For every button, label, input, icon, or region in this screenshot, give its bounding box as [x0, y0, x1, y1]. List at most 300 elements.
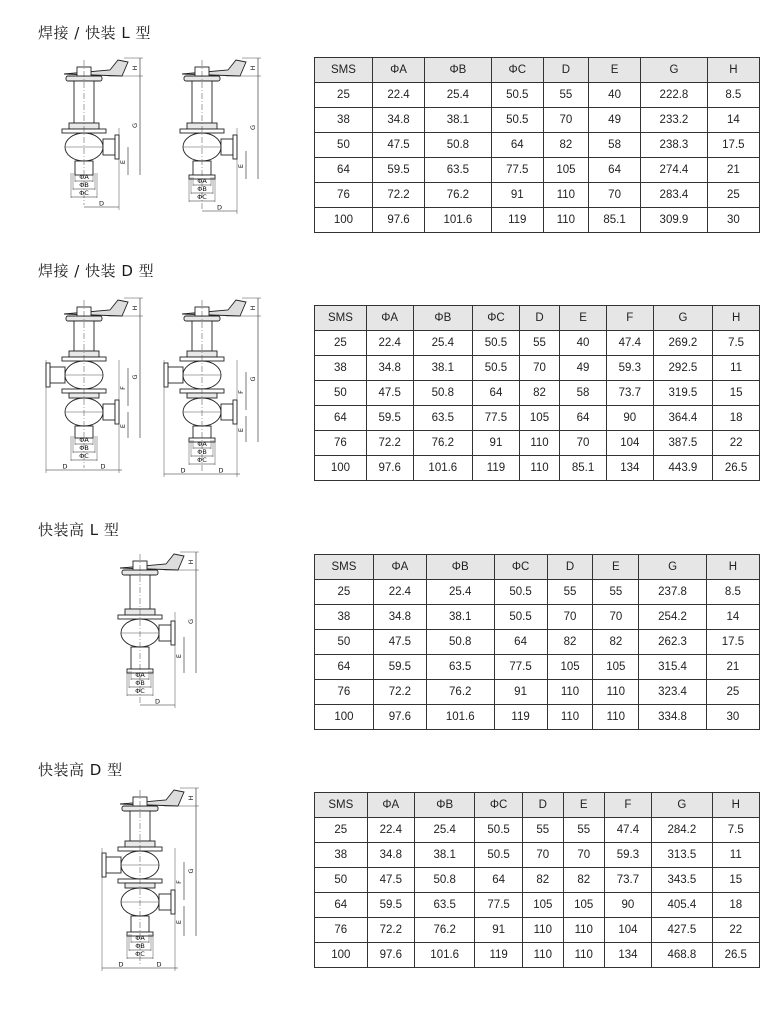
port-flange	[115, 400, 119, 424]
table-cell: 22	[712, 918, 759, 943]
table-cell: 8.5	[706, 580, 759, 605]
table-cell: 283.4	[641, 183, 708, 208]
table-cell: 55	[522, 818, 563, 843]
table-cell: 49	[560, 356, 607, 381]
table-cell: 91	[494, 680, 547, 705]
port-flange	[171, 890, 175, 914]
table-cell: 22.4	[367, 818, 414, 843]
valve-diagram-welded-d	[42, 288, 272, 498]
table-cell: 105	[522, 893, 563, 918]
table-cell: 119	[475, 943, 522, 968]
table-cell: 25	[315, 83, 373, 108]
table-cell: 70	[522, 843, 563, 868]
table-cell: 11	[713, 356, 760, 381]
table-row	[315, 381, 760, 406]
table-cell: 34.8	[367, 843, 414, 868]
table-cell: 110	[543, 208, 588, 233]
table-row	[315, 456, 760, 481]
table-cell: 72.2	[366, 431, 413, 456]
side-port	[221, 139, 233, 155]
handle-lever	[120, 790, 184, 806]
table-cell: 64	[475, 868, 522, 893]
dimension-label: F	[175, 880, 183, 884]
table-cell: 25.4	[415, 818, 475, 843]
table-cell: 63.5	[425, 158, 492, 183]
table-cell: 91	[475, 918, 522, 943]
table-cell: 82	[519, 381, 559, 406]
table-cell: 50.5	[494, 580, 547, 605]
side-port	[50, 367, 65, 383]
table-row	[315, 680, 760, 705]
table-cell: 284.2	[652, 818, 712, 843]
table-cell: 101.6	[413, 456, 473, 481]
table-cell: 82	[593, 630, 639, 655]
column-header: ΦC	[473, 306, 520, 331]
handle-lever	[182, 60, 246, 76]
table-cell: 364.4	[653, 406, 713, 431]
dimension-label: ΦB	[197, 185, 207, 193]
table-cell: 50	[315, 630, 374, 655]
table-cell: 343.5	[652, 868, 712, 893]
dimension-label: E	[175, 919, 183, 925]
table-cell: 70	[588, 183, 640, 208]
table-cell: 50	[315, 133, 373, 158]
dimension-label: H	[249, 65, 257, 71]
table-cell: 77.5	[494, 655, 547, 680]
table-cell: 76	[315, 918, 368, 943]
table-cell: 59.3	[604, 843, 651, 868]
column-header: F	[604, 793, 651, 818]
table-cell: 25	[706, 680, 759, 705]
table-cell: 72.2	[367, 918, 414, 943]
table-cell: 47.5	[367, 868, 414, 893]
table-row	[315, 108, 760, 133]
table-row	[315, 843, 760, 868]
dimension-label: ΦA	[79, 436, 89, 444]
table-cell: 58	[560, 381, 607, 406]
side-port	[168, 367, 183, 383]
dimension-label: ΦC	[135, 687, 145, 695]
table-cell: 76.2	[426, 680, 494, 705]
column-header: H	[713, 306, 760, 331]
dimension-label: H	[187, 559, 195, 565]
table-cell: 85.1	[560, 456, 607, 481]
valve-figure	[118, 552, 199, 708]
section-title: 快装高 L 型	[38, 521, 120, 539]
table-cell: 38	[315, 843, 368, 868]
table-row	[315, 943, 760, 968]
table-row	[315, 431, 760, 456]
table-cell: 26.5	[712, 943, 759, 968]
dimension-label: E	[237, 163, 245, 169]
table-cell: 76.2	[425, 183, 492, 208]
table-cell: 105	[563, 893, 604, 918]
table-cell: 50.5	[473, 331, 520, 356]
table-cell: 40	[588, 83, 640, 108]
table-cell: 8.5	[707, 83, 759, 108]
table-cell: 38.1	[413, 356, 473, 381]
spec-table-welded-l	[314, 57, 760, 233]
dimension-label: E	[237, 427, 245, 433]
table-cell: 63.5	[426, 655, 494, 680]
table-cell: 25	[315, 818, 368, 843]
table-cell: 110	[522, 943, 563, 968]
table-cell: 105	[519, 406, 559, 431]
table-cell: 34.8	[373, 605, 426, 630]
valve-diagram-high-l	[100, 542, 230, 717]
column-header: ΦB	[426, 555, 494, 580]
table-cell: 427.5	[652, 918, 712, 943]
table-cell: 64	[315, 158, 373, 183]
table-cell: 21	[706, 655, 759, 680]
table-cell: 85.1	[588, 208, 640, 233]
handle-lever	[64, 60, 128, 76]
table-cell: 76.2	[415, 918, 475, 943]
table-cell: 233.2	[641, 108, 708, 133]
table-cell: 22.4	[373, 580, 426, 605]
dimension-label: ΦC	[79, 189, 89, 197]
table-cell: 90	[604, 893, 651, 918]
table-cell: 315.4	[639, 655, 707, 680]
table-cell: 97.6	[367, 943, 414, 968]
table-row	[315, 133, 760, 158]
spec-table-high-d	[314, 792, 760, 968]
table-cell: 70	[560, 431, 607, 456]
column-header: G	[641, 58, 708, 83]
column-header: SMS	[315, 555, 374, 580]
table-cell: 59.3	[606, 356, 653, 381]
table-cell: 25	[707, 183, 759, 208]
section-title: 焊接 / 快装 D 型	[38, 262, 155, 280]
table-cell: 50.5	[475, 843, 522, 868]
table-cell: 105	[543, 158, 588, 183]
table-cell: 77.5	[491, 158, 543, 183]
dimension-label: ΦC	[79, 452, 89, 460]
table-cell: 387.5	[653, 431, 713, 456]
table-cell: 47.5	[372, 133, 424, 158]
table-row	[315, 183, 760, 208]
table-cell: 25.4	[426, 580, 494, 605]
table-row	[315, 868, 760, 893]
table-cell: 63.5	[413, 406, 473, 431]
table-cell: 119	[473, 456, 520, 481]
dimension-label: G	[249, 376, 257, 382]
table-cell: 50.8	[415, 868, 475, 893]
column-header: SMS	[315, 58, 373, 83]
table-cell: 254.2	[639, 605, 707, 630]
table-row	[315, 331, 760, 356]
table-cell: 18	[712, 893, 759, 918]
technical-drawing	[42, 288, 272, 498]
table-cell: 64	[494, 630, 547, 655]
column-header: F	[606, 306, 653, 331]
table-cell: 110	[519, 456, 559, 481]
table-cell: 101.6	[426, 705, 494, 730]
technical-drawing	[42, 48, 272, 218]
valve-figure	[62, 58, 143, 210]
table-cell: 73.7	[606, 381, 653, 406]
column-header: E	[593, 555, 639, 580]
table-cell: 49	[588, 108, 640, 133]
dimension-label: D	[118, 960, 124, 969]
table-cell: 55	[563, 818, 604, 843]
table-cell: 110	[593, 705, 639, 730]
table-cell: 34.8	[372, 108, 424, 133]
port-flange	[171, 621, 175, 645]
table-cell: 110	[543, 183, 588, 208]
table-cell: 7.5	[713, 331, 760, 356]
port-flange	[115, 135, 119, 159]
table-cell: 14	[707, 108, 759, 133]
table-cell: 119	[494, 705, 547, 730]
column-header: ΦA	[373, 555, 426, 580]
table-cell: 38	[315, 108, 373, 133]
table-cell: 18	[713, 406, 760, 431]
table-cell: 72.2	[372, 183, 424, 208]
column-header: D	[522, 793, 563, 818]
table-cell: 238.3	[641, 133, 708, 158]
table-cell: 105	[547, 655, 593, 680]
table-cell: 21	[707, 158, 759, 183]
table-cell: 405.4	[652, 893, 712, 918]
handle-lever	[182, 300, 246, 316]
dimension-label: G	[131, 122, 139, 129]
table-cell: 25	[315, 580, 374, 605]
table-cell: 26.5	[713, 456, 760, 481]
column-header: G	[639, 555, 707, 580]
table-cell: 334.8	[639, 705, 707, 730]
table-cell: 110	[563, 918, 604, 943]
table-cell: 25.4	[425, 83, 492, 108]
table-cell: 11	[712, 843, 759, 868]
dimension-label: ΦA	[197, 177, 207, 185]
column-header: E	[563, 793, 604, 818]
table-cell: 64	[588, 158, 640, 183]
table-cell: 100	[315, 943, 368, 968]
port-flange	[233, 400, 237, 424]
table-cell: 64	[315, 893, 368, 918]
table-cell: 59.5	[372, 158, 424, 183]
table-cell: 82	[522, 868, 563, 893]
column-header: H	[707, 58, 759, 83]
column-header: ΦC	[491, 58, 543, 83]
dimension-label: D	[62, 462, 68, 471]
section-title: 快装高 D 型	[38, 761, 123, 779]
table-cell: 313.5	[652, 843, 712, 868]
table-cell: 50.8	[413, 381, 473, 406]
table-cell: 7.5	[712, 818, 759, 843]
table-cell: 77.5	[475, 893, 522, 918]
table-cell: 77.5	[473, 406, 520, 431]
port-flange	[233, 135, 237, 159]
valve-figure	[46, 298, 143, 473]
table-cell: 50.8	[426, 630, 494, 655]
dimension-label: H	[131, 65, 139, 71]
table-cell: 323.4	[639, 680, 707, 705]
table-cell: 90	[606, 406, 653, 431]
table-cell: 110	[593, 680, 639, 705]
table-row	[315, 630, 760, 655]
table-cell: 70	[547, 605, 593, 630]
valve-diagram-high-d	[100, 778, 230, 993]
side-port	[103, 139, 115, 155]
port-flange	[164, 363, 168, 387]
table-cell: 72.2	[373, 680, 426, 705]
valve-figure	[102, 788, 199, 971]
table-cell: 468.8	[652, 943, 712, 968]
table-cell: 100	[315, 208, 373, 233]
table-cell: 70	[543, 108, 588, 133]
table-cell: 58	[588, 133, 640, 158]
table-cell: 64	[315, 655, 374, 680]
table-cell: 50.5	[475, 818, 522, 843]
table-cell: 97.6	[372, 208, 424, 233]
dimension-label: ΦA	[197, 440, 207, 448]
dimension-label: D	[154, 697, 161, 706]
table-cell: 38.1	[415, 843, 475, 868]
dimension-label: ΦB	[79, 444, 89, 452]
table-cell: 82	[563, 868, 604, 893]
table-cell: 76	[315, 680, 374, 705]
table-cell: 91	[473, 431, 520, 456]
dimension-label: ΦA	[135, 934, 145, 942]
column-header: ΦA	[372, 58, 424, 83]
table-cell: 119	[491, 208, 543, 233]
table-cell: 70	[593, 605, 639, 630]
column-header: G	[652, 793, 712, 818]
technical-drawing	[100, 778, 230, 993]
dimension-label: D	[216, 203, 223, 212]
table-cell: 105	[593, 655, 639, 680]
column-header: G	[653, 306, 713, 331]
handle-lever	[120, 554, 184, 570]
table-cell: 38	[315, 356, 367, 381]
table-row	[315, 605, 760, 630]
table-cell: 134	[606, 456, 653, 481]
table-cell: 110	[519, 431, 559, 456]
table-row	[315, 893, 760, 918]
dimension-label: D	[156, 960, 162, 969]
column-header: H	[712, 793, 759, 818]
dimension-label: E	[119, 159, 127, 165]
table-cell: 30	[707, 208, 759, 233]
table-cell: 110	[522, 918, 563, 943]
dimension-label: ΦA	[79, 173, 89, 181]
column-header: H	[706, 555, 759, 580]
valve-figure	[164, 298, 261, 477]
side-port	[103, 404, 115, 420]
table-cell: 47.5	[373, 630, 426, 655]
dimension-label: G	[187, 868, 195, 874]
table-cell: 101.6	[425, 208, 492, 233]
table-cell: 22.4	[366, 331, 413, 356]
table-cell: 47.5	[366, 381, 413, 406]
table-cell: 50	[315, 381, 367, 406]
column-header: ΦA	[366, 306, 413, 331]
table-cell: 38	[315, 605, 374, 630]
table-row	[315, 918, 760, 943]
table-cell: 50.5	[473, 356, 520, 381]
table-row	[315, 406, 760, 431]
column-header: SMS	[315, 306, 367, 331]
table-cell: 70	[519, 356, 559, 381]
table-cell: 73.7	[604, 868, 651, 893]
column-header: E	[560, 306, 607, 331]
table-cell: 443.9	[653, 456, 713, 481]
dimension-label: E	[175, 653, 183, 659]
table-cell: 110	[547, 705, 593, 730]
table-cell: 222.8	[641, 83, 708, 108]
table-cell: 15	[713, 381, 760, 406]
table-cell: 40	[560, 331, 607, 356]
column-header: E	[588, 58, 640, 83]
column-header: D	[547, 555, 593, 580]
dimension-label: G	[131, 374, 139, 380]
dimension-label: D	[100, 462, 106, 471]
column-header: ΦB	[413, 306, 473, 331]
dimension-label: ΦB	[135, 679, 145, 687]
table-cell: 110	[563, 943, 604, 968]
dimension-label: ΦB	[197, 448, 207, 456]
table-cell: 38.1	[425, 108, 492, 133]
table-row	[315, 655, 760, 680]
dimension-label: D	[98, 199, 105, 208]
table-cell: 91	[491, 183, 543, 208]
side-port	[221, 404, 233, 420]
dimension-label: H	[131, 305, 139, 311]
dimension-label: G	[249, 124, 257, 131]
port-flange	[102, 853, 106, 877]
table-row	[315, 208, 760, 233]
table-cell: 50.5	[491, 83, 543, 108]
dimension-label: D	[180, 466, 186, 475]
column-header: ΦC	[475, 793, 522, 818]
table-cell: 34.8	[366, 356, 413, 381]
column-header: ΦA	[367, 793, 414, 818]
table-cell: 22	[713, 431, 760, 456]
table-cell: 237.8	[639, 580, 707, 605]
dimension-label: ΦC	[135, 950, 145, 958]
dimension-label: F	[119, 386, 127, 390]
port-flange	[46, 363, 50, 387]
dimension-label: ΦC	[197, 456, 207, 464]
dimension-label: ΦB	[79, 181, 89, 189]
table-cell: 59.5	[367, 893, 414, 918]
table-cell: 15	[712, 868, 759, 893]
dimension-label: F	[237, 390, 245, 394]
table-cell: 17.5	[707, 133, 759, 158]
side-port	[159, 894, 171, 910]
table-cell: 25.4	[413, 331, 473, 356]
table-cell: 64	[491, 133, 543, 158]
technical-drawing	[100, 542, 230, 717]
table-cell: 55	[543, 83, 588, 108]
table-cell: 55	[593, 580, 639, 605]
column-header: ΦC	[494, 555, 547, 580]
dimension-label: H	[249, 305, 257, 311]
dimension-label: ΦC	[197, 193, 207, 201]
table-cell: 47.4	[606, 331, 653, 356]
table-cell: 17.5	[706, 630, 759, 655]
table-cell: 82	[543, 133, 588, 158]
table-cell: 101.6	[415, 943, 475, 968]
table-cell: 14	[706, 605, 759, 630]
table-cell: 269.2	[653, 331, 713, 356]
table-cell: 82	[547, 630, 593, 655]
table-row	[315, 158, 760, 183]
column-header: SMS	[315, 793, 368, 818]
valve-diagram-welded-l	[42, 48, 272, 218]
